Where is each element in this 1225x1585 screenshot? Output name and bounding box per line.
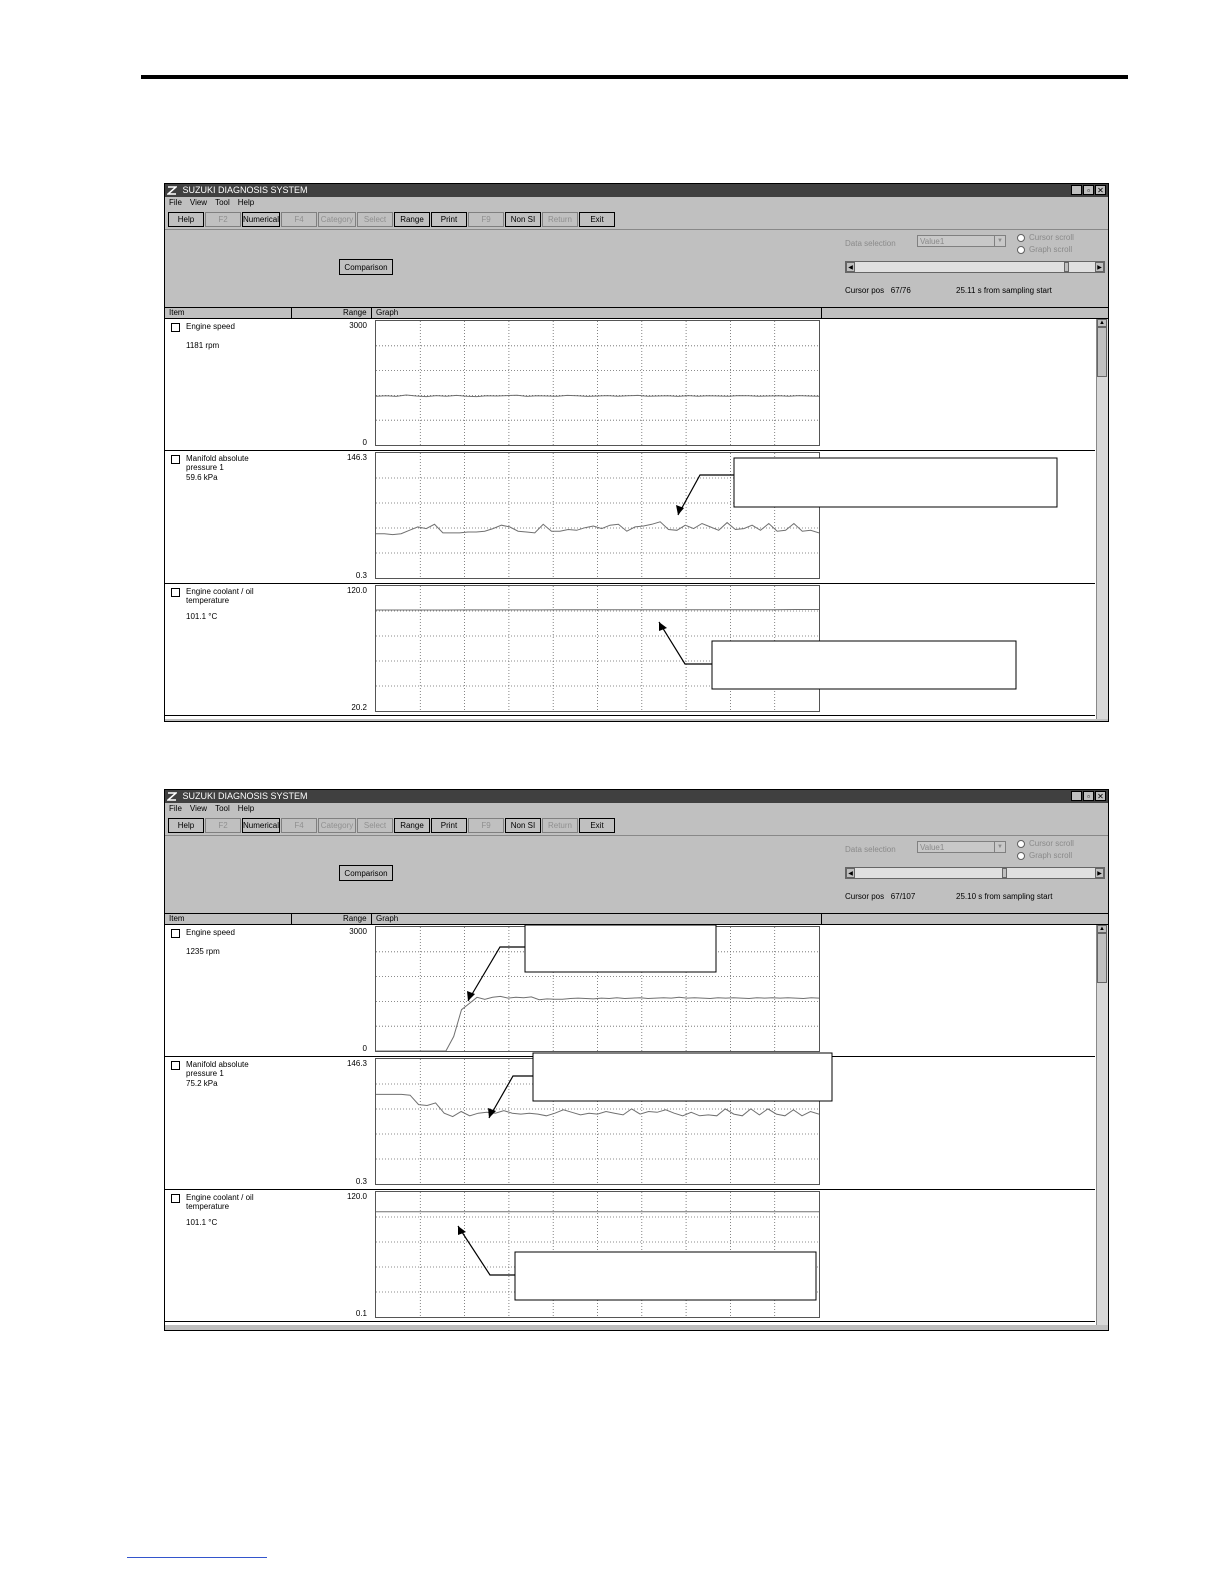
scroll-right-icon[interactable]: ▶ xyxy=(1095,262,1104,272)
menu-item-view[interactable]: View xyxy=(189,804,208,813)
row-checkbox[interactable] xyxy=(171,1061,180,1070)
column-header xyxy=(165,913,1108,925)
cursor-pos-label: Cursor pos xyxy=(845,286,885,295)
toolbar-f9-button[interactable]: F9 xyxy=(468,212,504,227)
diagnosis-window-2 xyxy=(164,789,1109,1331)
menu-item-tool[interactable]: Tool xyxy=(215,804,230,813)
data-row xyxy=(165,925,1095,1057)
data-selection-label: Data selection xyxy=(845,845,896,854)
scroll-right-icon[interactable]: ▶ xyxy=(1095,868,1104,878)
trend-graph xyxy=(375,1191,820,1318)
toolbar-range-button[interactable]: Range xyxy=(394,212,430,227)
window-title: SUZUKI DIAGNOSIS SYSTEM xyxy=(182,791,308,801)
close-icon[interactable]: ✕ xyxy=(1095,791,1106,801)
vertical-scrollbar[interactable] xyxy=(1096,925,1108,1325)
data-selection-value: Value1 xyxy=(920,843,945,852)
chevron-down-icon: ▼ xyxy=(994,842,1005,852)
control-panel xyxy=(165,230,1108,307)
range-min: 0.3 xyxy=(355,571,367,580)
scroll-left-icon[interactable]: ◀ xyxy=(846,868,855,878)
suzuki-logo-icon xyxy=(167,186,177,195)
item-name: Engine speed xyxy=(186,322,235,331)
graph-scroll-radio[interactable] xyxy=(1017,245,1072,254)
toolbar-non-si-button[interactable]: Non SI xyxy=(505,212,541,227)
item-value: 1181 rpm xyxy=(186,341,220,350)
toolbar-numerical-button[interactable]: Numerical xyxy=(242,212,280,227)
data-rows xyxy=(165,319,1108,719)
data-row xyxy=(165,584,1095,716)
column-graph: Graph xyxy=(376,914,399,923)
item-name: Engine speed xyxy=(186,928,235,937)
data-rows xyxy=(165,925,1108,1325)
vertical-scrollbar[interactable] xyxy=(1096,319,1108,719)
maximize-icon[interactable]: ▫ xyxy=(1083,185,1094,195)
cursor-pos-value: 67/107 xyxy=(890,892,916,901)
cursor-scroll-label: Cursor scroll xyxy=(1029,839,1074,848)
row-checkbox[interactable] xyxy=(171,323,180,332)
scroll-thumb[interactable] xyxy=(1064,262,1069,272)
cursor-pos-label: Cursor pos xyxy=(845,892,885,901)
toolbar-select-button[interactable]: Select xyxy=(357,818,393,833)
trend-graph xyxy=(375,320,820,446)
graph-scroll-radio[interactable] xyxy=(1017,851,1072,860)
toolbar-category-button[interactable]: Category xyxy=(318,818,356,833)
suzuki-logo-icon xyxy=(167,792,177,801)
item-value: 75.2 kPa xyxy=(186,1079,218,1088)
toolbar-numerical-button[interactable]: Numerical xyxy=(242,818,280,833)
comparison-button[interactable]: Comparison xyxy=(339,865,393,881)
menu-item-file[interactable]: File xyxy=(169,804,182,813)
radio-dot-icon xyxy=(1017,852,1025,860)
close-icon[interactable]: ✕ xyxy=(1095,185,1106,195)
diagnosis-window-1 xyxy=(164,183,1109,722)
range-max: 146.3 xyxy=(346,1059,367,1068)
row-checkbox[interactable] xyxy=(171,588,180,597)
minimize-icon[interactable]: _ xyxy=(1071,185,1082,195)
radio-dot-icon xyxy=(1017,246,1025,254)
graph-scroll-label: Graph scroll xyxy=(1029,851,1073,860)
toolbar-return-button[interactable]: Return xyxy=(542,212,578,227)
menu-item-file[interactable]: File xyxy=(169,198,182,207)
toolbar xyxy=(165,209,1108,230)
toolbar-non-si-button[interactable]: Non SI xyxy=(505,818,541,833)
data-row xyxy=(165,319,1095,451)
item-value: 101.1 °C xyxy=(186,1218,218,1227)
header-rule xyxy=(141,75,1128,79)
range-max: 120.0 xyxy=(346,1192,367,1201)
footer-rule xyxy=(127,1557,267,1558)
scroll-up-icon[interactable]: ▲ xyxy=(1097,319,1107,327)
menu-item-help[interactable]: Help xyxy=(237,804,255,813)
column-range: Range xyxy=(343,914,367,923)
data-row xyxy=(165,451,1095,584)
item-name: Engine coolant / oil temperature xyxy=(186,1193,254,1211)
menu-bar xyxy=(165,803,1108,815)
scroll-up-icon[interactable]: ▲ xyxy=(1097,925,1107,933)
toolbar-select-button[interactable]: Select xyxy=(357,212,393,227)
toolbar xyxy=(165,815,1108,836)
item-value: 59.6 kPa xyxy=(186,473,218,482)
toolbar-help-button[interactable]: Help xyxy=(168,212,204,227)
cursor-scroll-radio[interactable] xyxy=(1017,233,1074,242)
range-min: 0 xyxy=(362,1044,367,1053)
data-selection-label: Data selection xyxy=(845,239,896,248)
toolbar-f2-button[interactable]: F2 xyxy=(205,212,241,227)
scroll-left-icon[interactable]: ◀ xyxy=(846,262,855,272)
cursor-scroll-radio[interactable] xyxy=(1017,839,1074,848)
minimize-icon[interactable]: _ xyxy=(1071,791,1082,801)
cursor-pos xyxy=(845,286,911,295)
radio-dot-icon xyxy=(1017,234,1025,242)
cursor-pos xyxy=(845,892,915,901)
column-item: Item xyxy=(169,308,185,317)
cursor-scrollbar[interactable] xyxy=(845,261,1105,273)
comparison-button[interactable]: Comparison xyxy=(339,259,393,275)
toolbar-category-button[interactable]: Category xyxy=(318,212,356,227)
toolbar-f9-button[interactable]: F9 xyxy=(468,818,504,833)
toolbar-help-button[interactable]: Help xyxy=(168,818,204,833)
control-panel xyxy=(165,836,1108,913)
row-checkbox[interactable] xyxy=(171,929,180,938)
scroll-thumb[interactable] xyxy=(1002,868,1007,878)
item-name: Manifold absolute pressure 1 xyxy=(186,454,249,472)
toolbar-f4-button[interactable]: F4 xyxy=(281,212,317,227)
item-value: 101.1 °C xyxy=(186,612,218,621)
trend-graph xyxy=(375,1058,820,1185)
sampling-time: 25.10 s from sampling start xyxy=(956,892,1053,901)
toolbar-exit-button[interactable]: Exit xyxy=(579,818,615,833)
toolbar-return-button[interactable]: Return xyxy=(542,818,578,833)
item-value: 1235 rpm xyxy=(186,947,220,956)
toolbar-print-button[interactable]: Print xyxy=(431,818,467,833)
range-min: 0.1 xyxy=(355,1309,367,1318)
toolbar-exit-button[interactable]: Exit xyxy=(579,212,615,227)
window-title: SUZUKI DIAGNOSIS SYSTEM xyxy=(182,185,308,195)
data-selection-value: Value1 xyxy=(920,237,945,246)
maximize-icon[interactable]: ▫ xyxy=(1083,791,1094,801)
cursor-pos-value: 67/76 xyxy=(890,286,911,295)
data-row xyxy=(165,1190,1095,1322)
title-bar xyxy=(165,790,1108,803)
trend-graph xyxy=(375,926,820,1052)
scroll-thumb[interactable] xyxy=(1097,933,1107,983)
range-max: 3000 xyxy=(349,321,367,330)
radio-dot-icon xyxy=(1017,840,1025,848)
data-selection-select[interactable] xyxy=(917,235,1006,247)
trend-line xyxy=(376,610,819,611)
menu-bar xyxy=(165,197,1108,209)
scroll-thumb[interactable] xyxy=(1097,327,1107,377)
item-name: Manifold absolute pressure 1 xyxy=(186,1060,249,1078)
column-header xyxy=(165,307,1108,319)
graph-scroll-label: Graph scroll xyxy=(1029,245,1073,254)
row-checkbox[interactable] xyxy=(171,1194,180,1203)
item-name: Engine coolant / oil temperature xyxy=(186,587,254,605)
range-max: 146.3 xyxy=(346,453,367,462)
cursor-scrollbar[interactable] xyxy=(845,867,1105,879)
column-range: Range xyxy=(343,308,367,317)
column-graph: Graph xyxy=(376,308,399,317)
range-min: 0.3 xyxy=(355,1177,367,1186)
menu-item-view[interactable]: View xyxy=(189,198,208,207)
range-max: 120.0 xyxy=(346,586,367,595)
data-selection-select[interactable] xyxy=(917,841,1006,853)
toolbar-f2-button[interactable]: F2 xyxy=(205,818,241,833)
chevron-down-icon: ▼ xyxy=(994,236,1005,246)
sampling-time: 25.11 s from sampling start xyxy=(956,286,1052,295)
toolbar-range-button[interactable]: Range xyxy=(394,818,430,833)
range-min: 0 xyxy=(362,438,367,447)
data-row xyxy=(165,1057,1095,1190)
menu-item-tool[interactable]: Tool xyxy=(215,198,230,207)
toolbar-f4-button[interactable]: F4 xyxy=(281,818,317,833)
toolbar-print-button[interactable]: Print xyxy=(431,212,467,227)
trend-graph xyxy=(375,452,820,579)
title-bar xyxy=(165,184,1108,197)
cursor-scroll-label: Cursor scroll xyxy=(1029,233,1074,242)
range-max: 3000 xyxy=(349,927,367,936)
column-item: Item xyxy=(169,914,185,923)
menu-item-help[interactable]: Help xyxy=(237,198,255,207)
row-checkbox[interactable] xyxy=(171,455,180,464)
range-min: 20.2 xyxy=(351,703,367,712)
trend-graph xyxy=(375,585,820,712)
